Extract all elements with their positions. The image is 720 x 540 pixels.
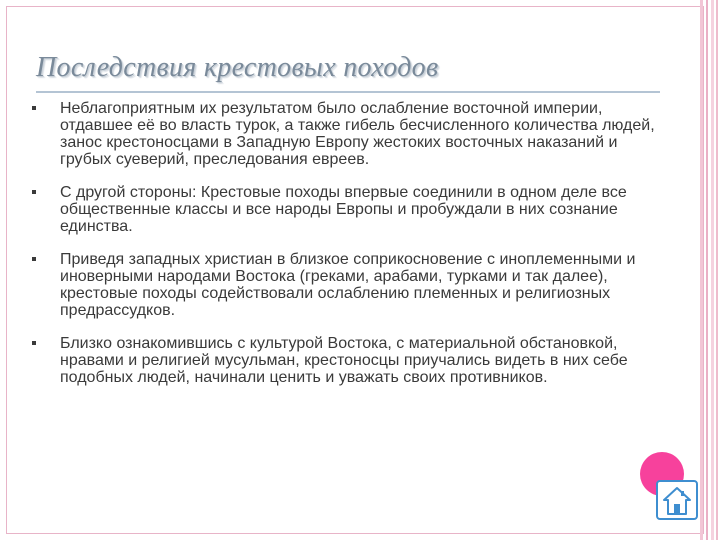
list-item <box>30 100 670 168</box>
decorative-stripes <box>698 0 720 540</box>
bullet-icon <box>32 106 36 110</box>
bullet-text: Приведя западных христиан в близкое соприкосновение с иноплеменными и иноверными народами Востока (греками, арабами, турками и так далее), крестовые походы содействовали ослаблению племенных и религиозных предрассудков. <box>60 251 636 319</box>
bullet-icon <box>32 190 36 194</box>
bullet-text: С другой стороны: Крестовые походы впервые соединили в одном деле все общественные классы и все народы Европы и пробуждали в них сознание единства. <box>60 184 627 235</box>
home-icon <box>661 485 693 517</box>
bullet-icon <box>32 341 36 345</box>
home-button[interactable] <box>656 480 698 520</box>
slide-title: Последствия крестовых походов <box>36 52 439 83</box>
bullet-text: Неблагоприятным их результатом было ослабление восточной империи, отдавшее её во власть турок, а также гибель бесчисленного количества людей, занос крестоносцами в Западную Европу жестоких восточных наказаний и грубых суеверий, преследования евреев. <box>60 100 655 168</box>
title-underline <box>36 91 660 93</box>
list-item <box>30 184 670 235</box>
bullet-text: Близко ознакомившись с культурой Востока, с материальной обстановкой, нравами и религией мусульман, крестоносцы приучались видеть в них себе подобных людей, начинали ценить и уважать своих противников. <box>60 335 628 386</box>
bullet-icon <box>32 257 36 261</box>
bullet-list <box>30 100 670 386</box>
list-item <box>30 251 670 319</box>
list-item <box>30 335 670 386</box>
